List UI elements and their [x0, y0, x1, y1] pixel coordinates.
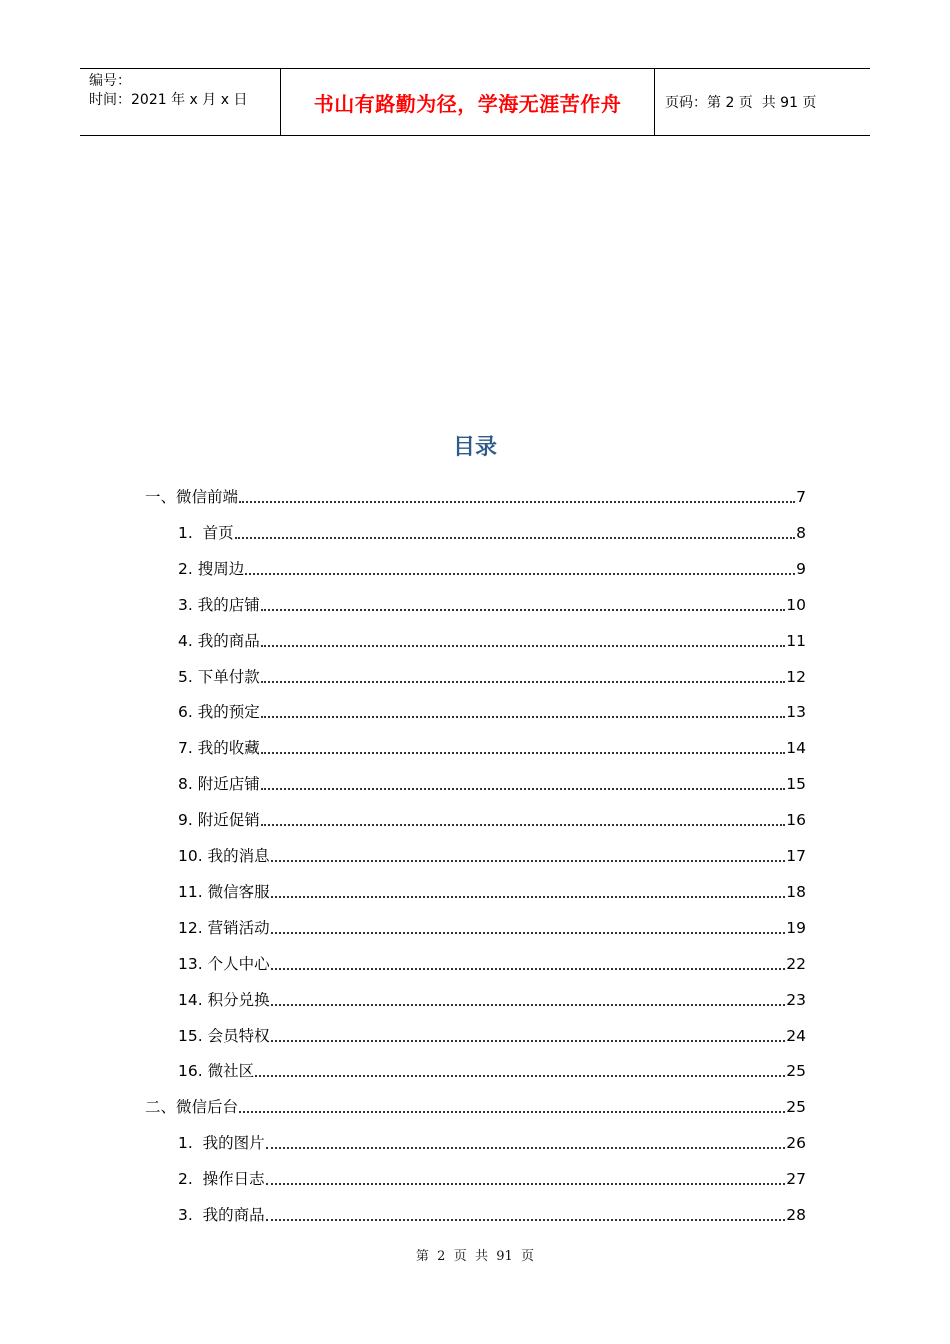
- toc-entry-page: 23: [786, 990, 806, 1009]
- toc-entry-page: 25: [786, 1062, 806, 1081]
- toc-entry-label: 1. 首页: [178, 523, 234, 542]
- toc-entry-label: 14. 积分兑换: [178, 990, 270, 1009]
- toc-entry-label: 9. 附近促销: [178, 811, 260, 830]
- toc-entry[interactable]: [178, 951, 806, 977]
- toc-entry-page: 13: [786, 703, 806, 722]
- toc-entry-page: 11: [786, 631, 806, 650]
- toc-entry[interactable]: [178, 771, 806, 797]
- toc-entry-page: 14: [786, 739, 806, 758]
- toc-entry-label: 4. 我的商品: [178, 631, 260, 650]
- toc-leader-dots: [271, 967, 786, 970]
- header-meta: [80, 69, 281, 135]
- toc-entry[interactable]: [145, 1094, 806, 1120]
- toc-entry[interactable]: [145, 484, 806, 510]
- toc-title: 目录: [452, 435, 497, 460]
- toc-entry[interactable]: [178, 915, 806, 941]
- toc-leader-dots: [261, 823, 786, 826]
- toc-entry-label: 8. 附近店铺: [178, 775, 260, 794]
- toc-leader-dots: [271, 895, 786, 898]
- toc-entry[interactable]: [178, 1166, 806, 1192]
- page-header: [80, 68, 870, 136]
- toc-entry[interactable]: [178, 1058, 806, 1084]
- toc-entry-page: 9: [796, 559, 806, 578]
- toc-entry-label: 16. 微社区: [178, 1062, 255, 1081]
- toc-leader-dots: [261, 751, 786, 754]
- toc-entry-label: 13. 个人中心: [178, 954, 270, 973]
- toc-entry-page: 19: [786, 918, 806, 937]
- toc-entry-page: 22: [786, 954, 806, 973]
- toc-entry[interactable]: [178, 664, 806, 690]
- toc-leader-dots: [266, 1182, 786, 1185]
- toc-entry-label: 3. 我的店铺: [178, 595, 260, 614]
- toc-entry[interactable]: [178, 807, 806, 833]
- toc-entry-label: 2. 搜周边: [178, 559, 245, 578]
- toc-entry[interactable]: [178, 987, 806, 1013]
- toc-leader-dots: [261, 787, 786, 790]
- toc-entry[interactable]: [178, 1202, 806, 1228]
- toc-entry-label: 10. 我的消息: [178, 847, 270, 865]
- toc-leader-dots: [271, 859, 786, 862]
- toc-entry-label: 7. 我的收藏: [178, 739, 260, 758]
- toc-entry[interactable]: [178, 556, 806, 582]
- toc-entry-page: 12: [786, 667, 806, 686]
- toc-entry[interactable]: [178, 592, 806, 618]
- toc-leader-dots: [239, 500, 795, 503]
- number-label: 编号：: [89, 73, 131, 89]
- toc-entry-label: 6. 我的预定: [178, 703, 260, 722]
- toc-entry-label: 2. 操作日志: [178, 1170, 265, 1189]
- toc-leader-dots: [255, 1074, 785, 1077]
- toc-entry-page: 8: [796, 523, 806, 542]
- toc-entry[interactable]: [178, 628, 806, 654]
- toc-entry-page: 7: [796, 488, 806, 506]
- toc-leader-dots: [235, 536, 795, 539]
- toc-entry-page: 15: [786, 775, 806, 794]
- toc-entry[interactable]: [178, 1130, 806, 1156]
- toc-entry[interactable]: [178, 699, 806, 725]
- toc-entry-label: 一、微信前端: [145, 488, 239, 506]
- toc-entry[interactable]: [178, 1023, 806, 1049]
- toc-leader-dots: [261, 715, 786, 718]
- toc-entry-page: 28: [786, 1206, 806, 1224]
- toc-leader-dots: [261, 680, 786, 683]
- toc-entry-label: 5. 下单付款: [178, 667, 260, 686]
- toc-entry-page: 18: [786, 882, 806, 901]
- toc-leader-dots: [271, 1039, 786, 1042]
- toc-entry-page: 16: [786, 811, 806, 830]
- toc-leader-dots: [239, 1110, 785, 1113]
- toc-leader-dots: [245, 572, 795, 575]
- toc-leader-dots: [271, 1003, 786, 1006]
- header-page-info: 页码：第 2 页 共 91 页: [665, 95, 817, 111]
- toc-entry-page: 26: [786, 1134, 806, 1153]
- toc-entry-label: 二、微信后台: [145, 1098, 239, 1117]
- toc-entry-page: 17: [786, 847, 806, 865]
- toc-entry-page: 27: [786, 1170, 806, 1189]
- toc-entry[interactable]: [178, 879, 806, 905]
- toc-entry-label: 1. 我的图片: [178, 1134, 265, 1153]
- toc-entry[interactable]: [178, 735, 806, 761]
- toc-leader-dots: [261, 644, 786, 647]
- toc-entry-label: 11. 微信客服: [178, 882, 270, 901]
- toc-entry-page: 10: [786, 595, 806, 614]
- toc-leader-dots: [271, 931, 786, 934]
- toc-leader-dots: [261, 608, 786, 611]
- toc-leader-dots: [266, 1146, 786, 1149]
- time-label: 时间：2021 年 x 月 x 日: [89, 92, 248, 108]
- header-motto: 书山有路勤为径，学海无涯苦作舟: [281, 69, 655, 135]
- toc-entry[interactable]: [178, 843, 806, 869]
- page-footer: 第 2 页 共 91 页: [415, 1249, 535, 1264]
- toc-entry[interactable]: [178, 520, 806, 546]
- toc-entry-page: 24: [786, 1026, 806, 1045]
- toc-entry-label: 12. 营销活动: [178, 918, 270, 937]
- toc-entry-page: 25: [786, 1098, 806, 1117]
- toc-entry-label: 15. 会员特权: [178, 1026, 270, 1045]
- toc-entry-label: 3. 我的商品: [178, 1206, 265, 1224]
- toc-leader-dots: [266, 1218, 786, 1221]
